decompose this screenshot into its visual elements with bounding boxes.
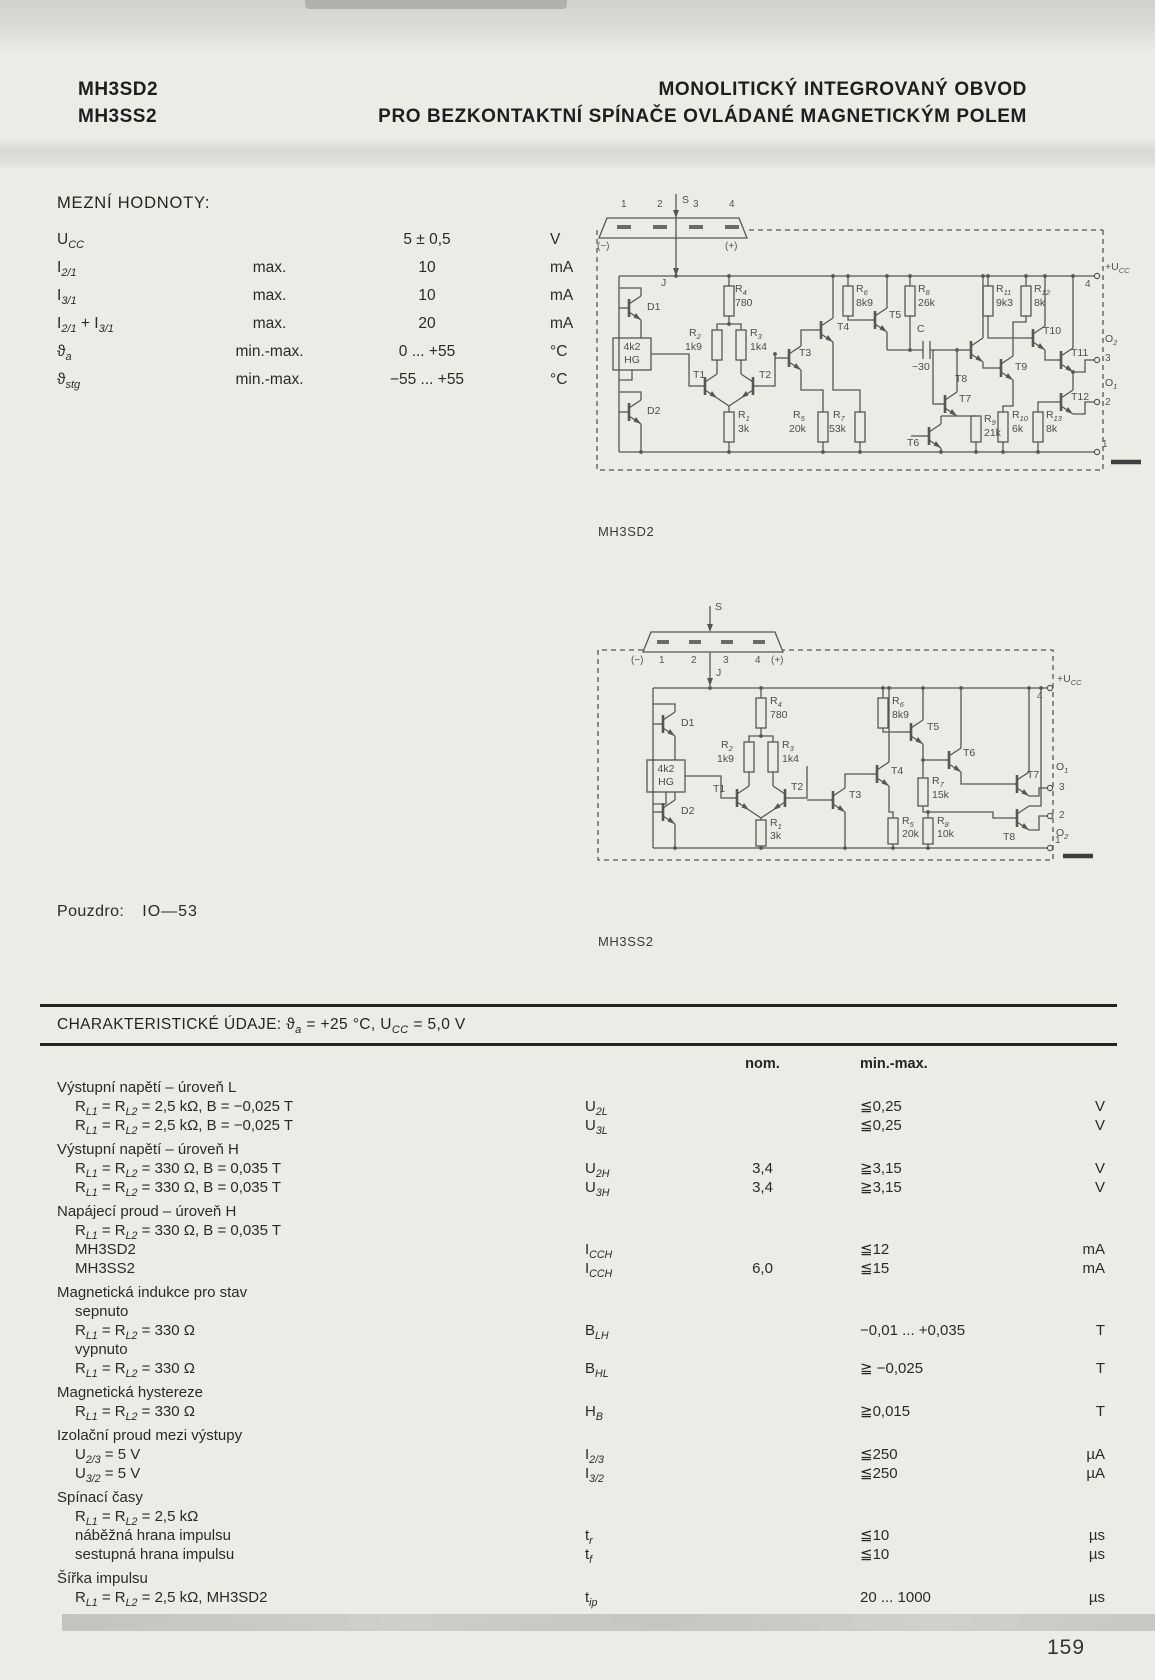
nominal-value (705, 1116, 820, 1135)
output-label: $O_2$ (1056, 827, 1069, 842)
limits-row (57, 226, 597, 254)
symbol: $I_{3/2}$ (585, 1465, 604, 1485)
pin-number: 4 (755, 655, 761, 666)
limit-symbol: $U_{CC}$ (57, 231, 85, 252)
condition: $U_{3/2} = 5$ V (75, 1465, 141, 1485)
vcc-pin-number: 4 (1037, 691, 1043, 702)
condition: $R_{L1} = R_{L2} = 330$ Ω, B = 0,035 T (75, 1160, 282, 1180)
limit-symbol: $I_{2/1}$ (57, 259, 77, 280)
limit-value: 0 ... +55 (398, 343, 456, 360)
transistor-label: T7 (959, 393, 972, 405)
condition: sestupná hrana impulsu (75, 1546, 235, 1563)
output-label: $O_2$ (1105, 333, 1118, 348)
schematic2-caption: MH3SS2 (598, 934, 654, 949)
resistor-value: 8k9 (856, 297, 873, 309)
resistor-name: $R_7$ (932, 775, 944, 790)
output-label: $O_1$ (1056, 761, 1069, 776)
unit: µs (1088, 1589, 1105, 1606)
minmax-value: ≦250 (860, 1465, 898, 1482)
limit-qualifier: min.-max. (235, 371, 304, 388)
nominal-value (705, 1221, 820, 1240)
resistor-name: $R_3$ (782, 739, 794, 754)
transistor-label: T4 (837, 321, 850, 333)
unit: V (1094, 1098, 1105, 1115)
output-pin-number: 3 (1105, 353, 1111, 364)
unit: mA (1082, 1241, 1105, 1258)
junction-dots (673, 686, 1043, 850)
resistor-value: 1k4 (782, 753, 799, 765)
resistor-name: $R_3$ (750, 327, 762, 342)
char-row (40, 1321, 1117, 1340)
condition: MH3SD2 (75, 1241, 136, 1258)
minmax-value: ≦10 (860, 1546, 890, 1563)
minmax-value: ≧ −0,025 (860, 1360, 924, 1377)
condition: $R_{L1} = R_{L2} = 330$ Ω, B = 0,035 T (75, 1179, 282, 1199)
capacitor-value: ~30 (912, 361, 930, 373)
plus-terminal-label: (+) (725, 241, 738, 252)
symbol: $U_{2L}$ (585, 1098, 608, 1118)
characteristics-title: CHARAKTERISTICKÉ ÚDAJE: $ϑ_a = +25$ °C, $U_{CC} = 5,0$ V (57, 1016, 466, 1037)
transistor-label: T4 (891, 765, 904, 777)
limit-value: 5 ± 0,5 (403, 231, 451, 248)
current-label: J (661, 277, 667, 289)
output-pin-number: 2 (1059, 810, 1065, 821)
limit-qualifier: max. (252, 315, 287, 332)
symbol: $t_{ip}$ (585, 1589, 598, 1609)
char-group (40, 1283, 1117, 1378)
limits-row (57, 282, 597, 310)
ground-pin-number: 1 (1055, 835, 1061, 846)
resistor-name: $R_{12}$ (1034, 283, 1050, 298)
resistor-name: $R_4$ (735, 283, 747, 298)
condition: $U_{2/3} = 5$ V (75, 1446, 141, 1466)
pin-number: 1 (659, 655, 665, 666)
limit-value: 10 (418, 287, 436, 304)
package-value: IO—53 (142, 903, 198, 920)
resistor-value: 53k (829, 423, 846, 435)
limit-unit: °C (550, 343, 568, 360)
char-row (40, 1588, 1117, 1607)
char-group (40, 1140, 1117, 1197)
resistor-name: $R_9$ (984, 413, 996, 428)
mh3sd2-schematic (593, 190, 1153, 490)
minmax-value: ≦0,25 (860, 1098, 902, 1115)
minmax-value: ≦12 (860, 1241, 890, 1258)
limit-unit: mA (550, 259, 574, 276)
pin-number: 2 (691, 655, 697, 666)
condition: $R_{L1} = R_{L2} = 2,5$ kΩ (75, 1508, 199, 1528)
char-row (40, 1464, 1117, 1483)
char-row (40, 1116, 1117, 1135)
symbol: $U_{2H}$ (585, 1160, 610, 1180)
resistor-value: 1k9 (717, 753, 734, 765)
column-headers (40, 1046, 1117, 1078)
characteristics-section (40, 1004, 1117, 1612)
minus-terminal-label: (−) (631, 655, 644, 666)
symbol: $I_{CCH}$ (585, 1241, 613, 1261)
symbol: $B_{HL}$ (585, 1360, 609, 1380)
char-row (40, 1507, 1117, 1526)
limit-unit: °C (550, 371, 568, 388)
char-row (40, 1545, 1117, 1564)
minus-terminal-label: (−) (597, 241, 610, 252)
scan-artifact-streak (305, 0, 567, 9)
symbol: $H_B$ (585, 1403, 603, 1423)
condition: $R_{L1} = R_{L2} = 330$ Ω, B = 0,035 T (75, 1222, 282, 1242)
limit-symbol: $ϑ_a$ (57, 343, 72, 364)
symbol: $I_{CCH}$ (585, 1260, 613, 1280)
nominal-value (705, 1321, 820, 1340)
limit-unit: mA (550, 287, 574, 304)
title-line-1: MONOLITICKÝ INTEGROVANÝ OBVOD (658, 79, 1027, 100)
resistor-value: 780 (735, 297, 753, 309)
transistor-label: T10 (1043, 325, 1062, 337)
group-title: Magnetická hystereze (57, 1384, 203, 1401)
char-row (40, 1526, 1117, 1545)
mh3ss2-circuit-drawing (593, 572, 1113, 884)
transistor-label: T11 (1071, 347, 1089, 359)
minmax-value: ≦15 (860, 1260, 890, 1277)
transistor-label: T3 (849, 789, 862, 801)
group-title: Šířka impulsu (57, 1570, 148, 1587)
resistor-value: 15k (932, 789, 949, 801)
minmax-value: ≦10 (860, 1527, 890, 1544)
resistor-value: 8k (1046, 423, 1058, 435)
vcc-label: $+U_{CC}$ (1105, 261, 1130, 276)
limits-row (57, 366, 597, 394)
symbol: $t_r$ (585, 1527, 593, 1547)
unit: V (1094, 1117, 1105, 1134)
limit-unit: V (550, 231, 561, 248)
symbol: $t_f$ (585, 1546, 593, 1566)
capacitor-name: C (917, 323, 925, 335)
transistor-label: D1 (681, 717, 695, 729)
resistor-name: $R_6$ (892, 695, 904, 710)
resistor-value: 3k (738, 423, 750, 435)
unit: µs (1088, 1527, 1105, 1544)
mh3ss2-schematic (593, 572, 1113, 884)
unit (1040, 1340, 1117, 1359)
limit-qualifier: min.-max. (235, 343, 304, 360)
condition: $R_{L1} = R_{L2} = 330$ Ω (75, 1403, 195, 1423)
minmax-value (820, 1340, 1040, 1359)
limit-symbol: $I_{3/1}$ (57, 287, 77, 308)
limits-row (57, 338, 597, 366)
resistor-name: $R_{13}$ (1046, 409, 1062, 424)
nominal-value (705, 1507, 820, 1526)
condition: $R_{L1} = R_{L2} = 330$ Ω (75, 1360, 195, 1380)
minmax-value: ≧3,15 (860, 1160, 902, 1177)
pin-number: 2 (657, 199, 663, 210)
char-row (40, 1159, 1117, 1178)
condition: náběžná hrana impulsu (75, 1527, 231, 1544)
resistor-value: 6k (1012, 423, 1024, 435)
transistor-label: T9 (1015, 361, 1028, 373)
resistor-value: 26k (918, 297, 935, 309)
condition: vypnuto (75, 1341, 128, 1358)
resistor-value: 21k (984, 427, 1001, 439)
char-group (40, 1426, 1117, 1483)
condition: $R_{L1} = R_{L2} = 2,5$ kΩ, B = −0,025 T (75, 1117, 294, 1137)
resistor-name: $R_4$ (770, 695, 782, 710)
nominal-value (705, 1402, 820, 1421)
transistor-label: T8 (1003, 831, 1016, 843)
condition: sepnuto (75, 1303, 129, 1320)
nominal-value (705, 1464, 820, 1483)
nominal-value: 6,0 (752, 1260, 773, 1277)
hall-generator-value: 4k2 (623, 341, 641, 353)
condition: MH3SS2 (75, 1260, 136, 1277)
char-row (40, 1402, 1117, 1421)
symbol: $U_{3L}$ (585, 1117, 608, 1137)
hall-generator-label: HG (624, 354, 640, 366)
transistor-label: T1 (693, 369, 706, 381)
char-row (40, 1302, 1117, 1321)
condition: $R_{L1} = R_{L2} = 330$ Ω (75, 1322, 195, 1342)
limit-symbol: $ϑ_{stg}$ (57, 371, 81, 392)
resistor-name: $R_5$ (902, 815, 914, 830)
nominal-value: 3,4 (752, 1160, 773, 1177)
resistor-name: $R_8$ (937, 815, 949, 830)
transistor-label: T7 (1027, 769, 1040, 781)
resistor-value: 8k9 (892, 709, 909, 721)
transistor-label: T1 (713, 783, 726, 795)
nominal-value (705, 1588, 820, 1607)
char-row (40, 1259, 1117, 1278)
char-group (40, 1383, 1117, 1421)
transistor-label: T5 (927, 721, 940, 733)
nominal-value (705, 1445, 820, 1464)
resistor-value: 9k3 (996, 297, 1013, 309)
limit-value: −55 ... +55 (389, 371, 465, 388)
pin-number: 1 (621, 199, 627, 210)
scan-artifact-top-band (0, 0, 1155, 54)
transistor-label: T2 (759, 369, 772, 381)
group-title: Výstupní napětí – úroveň H (57, 1141, 239, 1158)
group-title: Napájecí proud – úroveň H (57, 1203, 237, 1220)
magnetic-field-label: S (682, 194, 690, 206)
vcc-pin-number: 4 (1085, 279, 1091, 290)
page-title (378, 76, 1027, 130)
unit (1040, 1221, 1117, 1240)
resistor-value: 10k (937, 828, 954, 840)
minmax-value (820, 1221, 1040, 1240)
limit-symbol: $I_{2/1} + I_{3/1}$ (57, 315, 114, 336)
minmax-value: −0,01 ... +0,035 (860, 1322, 966, 1339)
current-label: J (716, 667, 722, 679)
group-title: Výstupní napětí – úroveň L (57, 1079, 237, 1096)
transistor-label: T2 (791, 781, 804, 793)
transistor-label: T8 (955, 373, 968, 385)
nominal-value: 3,4 (752, 1179, 773, 1196)
output-label: $O_1$ (1105, 377, 1118, 392)
char-row (40, 1340, 1117, 1359)
char-group (40, 1569, 1117, 1607)
hall-generator-label: HG (658, 776, 674, 788)
char-row (40, 1097, 1117, 1116)
unit: T (1095, 1403, 1105, 1420)
minmax-value (820, 1507, 1040, 1526)
resistor-name: $R_6$ (856, 283, 868, 298)
char-row (40, 1178, 1117, 1197)
minmax-value: ≦0,25 (860, 1117, 902, 1134)
symbol (585, 1302, 705, 1321)
resistor-name: $R_8$ (918, 283, 930, 298)
col-header-minmax: min.-max. (860, 1056, 928, 1072)
transistor-label: D2 (681, 805, 695, 817)
transistor-label: D2 (647, 405, 661, 417)
page-number: 159 (1047, 1636, 1086, 1659)
nominal-value (705, 1545, 820, 1564)
resistor-name: $R_1$ (770, 817, 782, 832)
part-number-1: MH3SD2 (78, 79, 159, 100)
resistor-value: 780 (770, 709, 788, 721)
group-title: Izolační proud mezi výstupy (57, 1427, 243, 1444)
char-row (40, 1240, 1117, 1259)
part-numbers (78, 76, 158, 130)
char-group (40, 1488, 1117, 1564)
resistor-name: $R_2$ (721, 739, 733, 754)
transistor-label: T3 (799, 347, 812, 359)
symbol: $B_{LH}$ (585, 1322, 609, 1342)
condition: $R_{L1} = R_{L2} = 2,5$ kΩ, MH3SD2 (75, 1589, 268, 1609)
char-row (40, 1221, 1117, 1240)
unit: V (1094, 1179, 1105, 1196)
resistor-name: $R_7$ (833, 409, 845, 424)
resistor-value: 20k (789, 423, 806, 435)
group-title: Magnetická indukce pro stav (57, 1284, 248, 1301)
minmax-value: ≧3,15 (860, 1179, 902, 1196)
limits-row (57, 310, 597, 338)
output-pin-number: 3 (1059, 782, 1065, 793)
magnetic-field-label: S (715, 601, 723, 613)
char-row (40, 1359, 1117, 1378)
transistor-label: T5 (889, 309, 902, 321)
unit: µs (1088, 1546, 1105, 1563)
group-title: Spínací časy (57, 1489, 143, 1506)
limits-table (57, 226, 597, 394)
limits-section-title: MEZNÍ HODNOTY: (57, 194, 211, 212)
symbol: $I_{2/3}$ (585, 1446, 604, 1466)
unit: mA (1082, 1260, 1105, 1277)
symbol (585, 1340, 705, 1359)
vcc-label: $+U_{CC}$ (1057, 673, 1082, 688)
minmax-value: 20 ... 1000 (860, 1589, 931, 1606)
plus-terminal-label: (+) (771, 655, 784, 666)
limits-row (57, 254, 597, 282)
limit-value: 10 (418, 259, 436, 276)
scan-artifact-bottom-band (62, 1614, 1155, 1631)
transistor-label: T12 (1071, 391, 1090, 403)
symbol (585, 1507, 705, 1526)
char-group (40, 1078, 1117, 1135)
resistor-name: $R_2$ (689, 327, 701, 342)
resistor-name: $R_5$ (793, 409, 805, 424)
transistor-label: T6 (963, 747, 976, 759)
nominal-value (705, 1240, 820, 1259)
transistor-label: T6 (907, 437, 920, 449)
limit-unit: mA (550, 315, 574, 332)
pin-number: 3 (723, 655, 729, 666)
nominal-value (705, 1526, 820, 1545)
nominal-value (705, 1340, 820, 1359)
resistor-value: 1k4 (750, 341, 767, 353)
nominal-value (705, 1302, 820, 1321)
scan-artifact-mid-band (0, 138, 1155, 170)
nominal-value (705, 1359, 820, 1378)
mh3sd2-circuit-drawing (593, 190, 1153, 490)
resistor-value: 1k9 (685, 341, 702, 353)
unit: T (1095, 1360, 1105, 1377)
limit-qualifier: max. (252, 287, 287, 304)
col-header-nom: nom. (745, 1056, 780, 1072)
unit: µA (1086, 1446, 1105, 1463)
pin-number: 4 (729, 199, 735, 210)
resistor-value: 3k (770, 830, 782, 842)
unit (1040, 1302, 1117, 1321)
resistor-value: 20k (902, 828, 919, 840)
pin-number: 3 (693, 199, 699, 210)
part-number-2: MH3SS2 (78, 106, 158, 127)
nominal-value (705, 1097, 820, 1116)
symbol: $U_{3H}$ (585, 1179, 610, 1199)
package-label: Pouzdro: (57, 903, 125, 920)
title-line-2: PRO BEZKONTAKTNÍ SPÍNAČE OVLÁDANÉ MAGNETICKÝM POLEM (378, 106, 1027, 127)
unit: T (1095, 1322, 1105, 1339)
transistor-label: D1 (647, 301, 661, 313)
resistor-value: 8k (1034, 297, 1046, 309)
unit (1040, 1507, 1117, 1526)
resistor-name: $R_1$ (738, 409, 750, 424)
char-row (40, 1445, 1117, 1464)
resistor-name: $R_{11}$ (996, 283, 1012, 298)
unit: V (1094, 1160, 1105, 1177)
package-line (57, 903, 198, 921)
limit-qualifier: max. (252, 259, 287, 276)
ground-pin-number: 1 (1102, 439, 1108, 450)
resistor-name: $R_{10}$ (1012, 409, 1028, 424)
schematic1-caption: MH3SD2 (598, 524, 655, 539)
unit: µA (1086, 1465, 1105, 1482)
minmax-value: ≧0,015 (860, 1403, 911, 1420)
char-group (40, 1202, 1117, 1278)
hall-generator-value: 4k2 (657, 763, 675, 775)
minmax-value: ≦250 (860, 1446, 898, 1463)
output-pin-number: 2 (1105, 397, 1111, 408)
symbol (585, 1221, 705, 1240)
limit-value: 20 (418, 315, 436, 332)
condition: $R_{L1} = R_{L2} = 2,5$ kΩ, B = −0,025 T (75, 1098, 294, 1118)
minmax-value (820, 1302, 1040, 1321)
